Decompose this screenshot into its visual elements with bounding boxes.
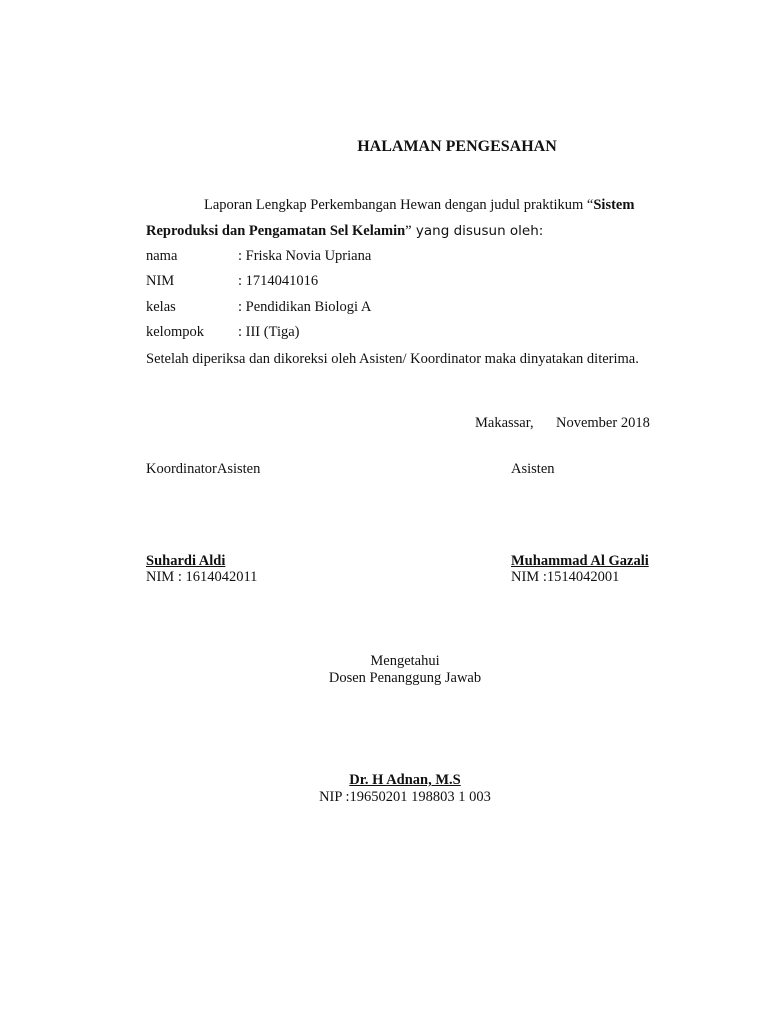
assistant-name: Muhammad Al Gazali [511, 553, 649, 569]
signing-place: Makassar, [475, 415, 534, 431]
practicum-title-part-1: Sistem [593, 197, 635, 213]
field-value-nim: : 1714041016 [238, 273, 319, 289]
coordinator-nim: NIM : 1614042011 [146, 569, 258, 585]
intro-line-1 [204, 197, 634, 214]
coordinator-role: KoordinatorAsisten [146, 461, 261, 477]
field-label-nim: NIM [146, 273, 175, 289]
field-label-nama: nama [146, 248, 178, 264]
field-label-kelompok: kelompok [146, 324, 204, 340]
lecturer-name: Dr. H Adnan, M.S [349, 772, 461, 788]
field-value-kelompok: : III (Tiga) [238, 324, 300, 340]
closing-quote: ” [405, 223, 412, 239]
coordinator-name: Suhardi Aldi [146, 553, 226, 569]
lecturer-role: Dosen Penanggung Jawab [328, 670, 482, 686]
field-value-nama: : Friska Novia Upriana [238, 248, 372, 264]
acknowledged-label: Mengetahui [370, 653, 440, 669]
approval-paragraph: Setelah diperiksa dan dikoreksi oleh Asisten/ Koordinator maka dinyatakan diterima. [146, 351, 639, 367]
intro-text: Laporan Lengkap Perkembangan Hewan dengan judul praktikum “ [204, 197, 594, 213]
field-value-kelas: : Pendidikan Biologi A [238, 299, 372, 315]
assistant-role: Asisten [511, 461, 555, 477]
practicum-title-part-2: Reproduksi dan Pengamatan Sel Kelamin [146, 223, 406, 239]
intro-line-2 [146, 223, 543, 240]
lecturer-nip: NIP :19650201 198803 1 003 [319, 789, 491, 805]
signing-date: November 2018 [556, 415, 650, 431]
field-label-kelas: kelas [146, 299, 176, 315]
assistant-nim: NIM :1514042001 [511, 569, 620, 585]
intro-suffix: yang disusun oleh: [411, 223, 544, 239]
page-title: HALAMAN PENGESAHAN [357, 138, 557, 155]
